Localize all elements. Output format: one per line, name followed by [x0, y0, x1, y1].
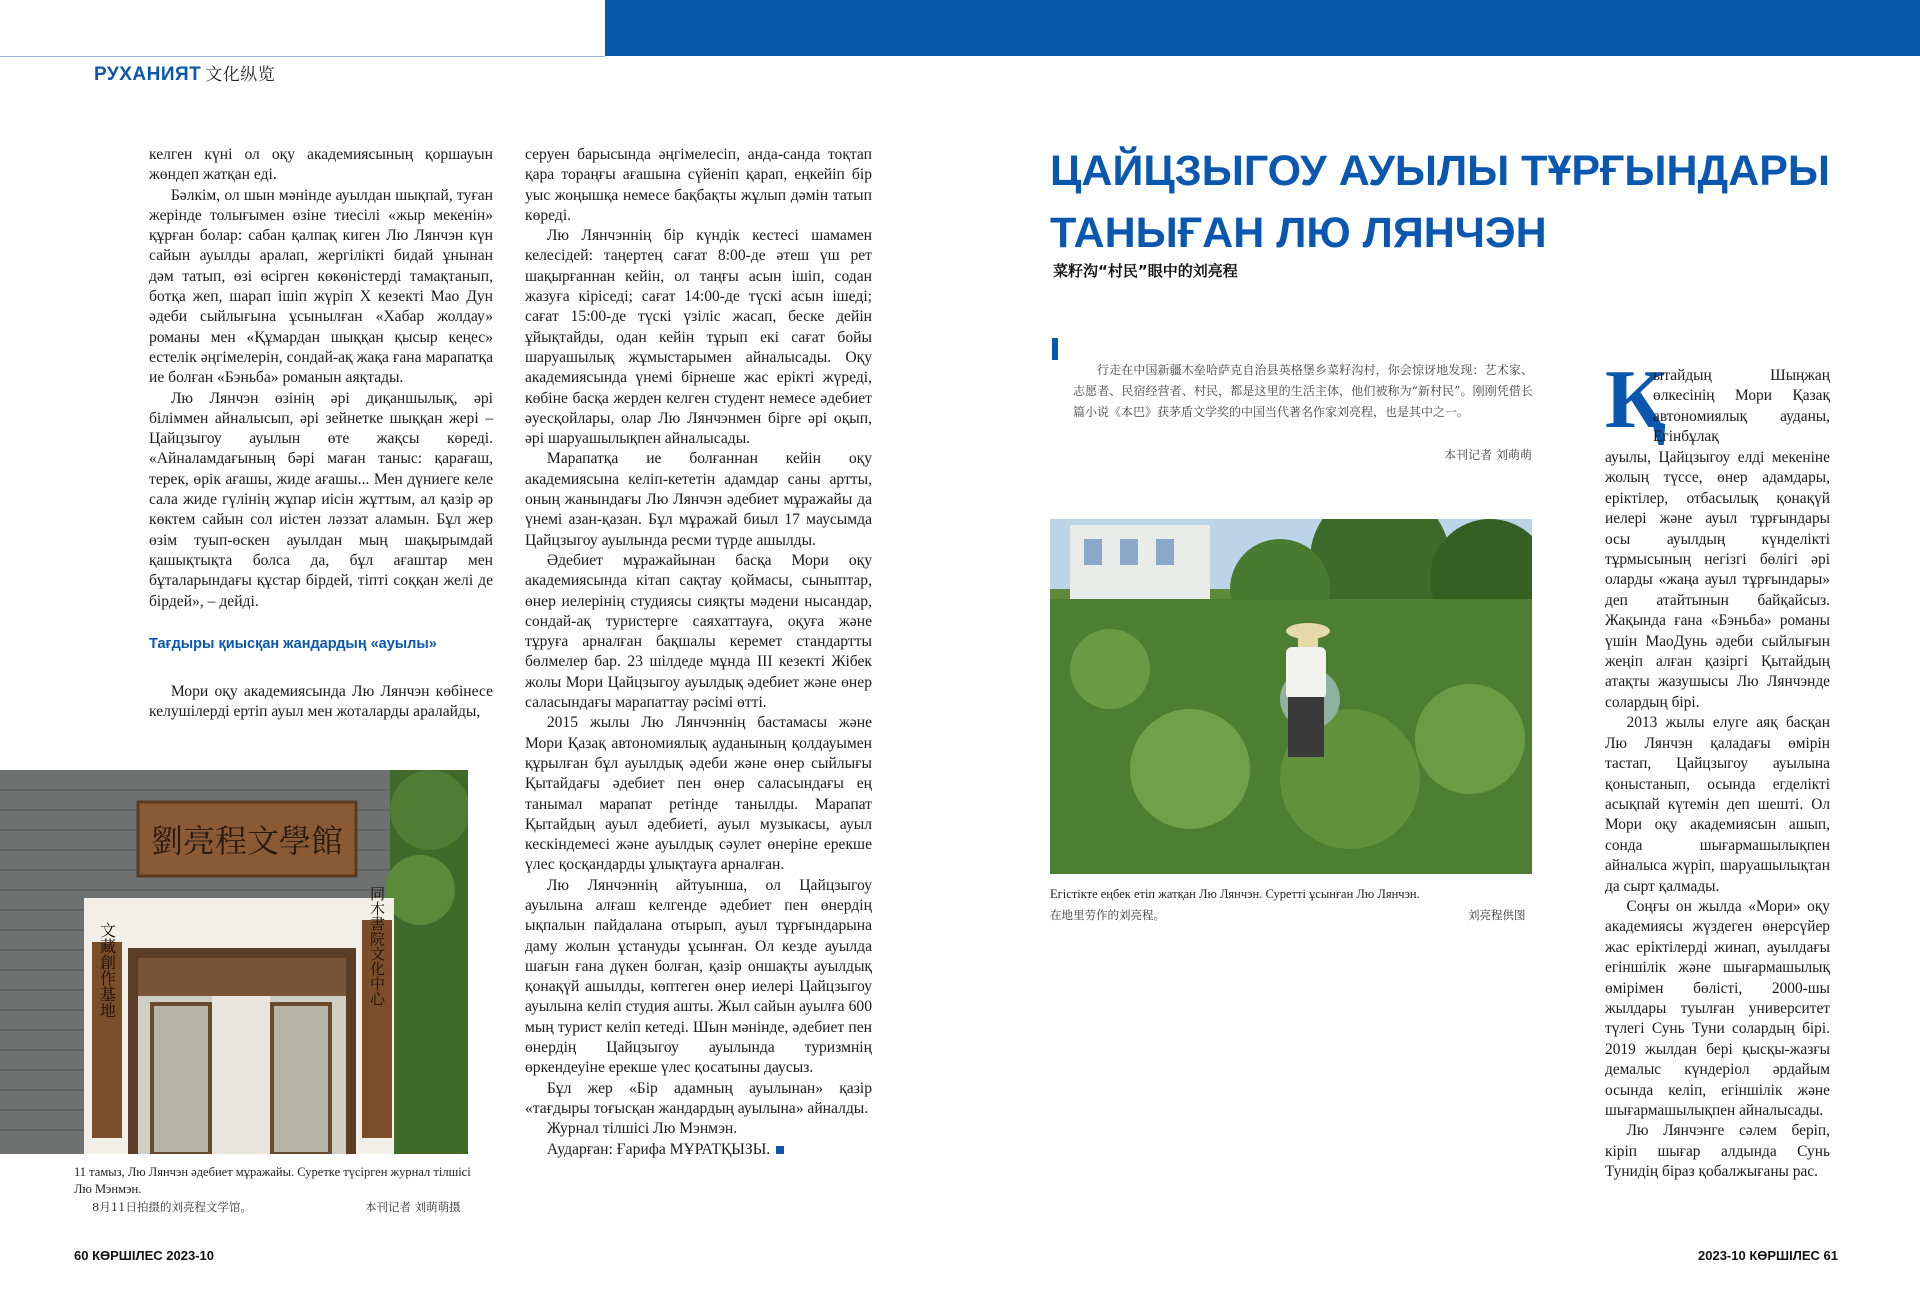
- paragraph: серуен барысында әңгімелесіп, анда-санда тоқтап қара тораңғы ағашына сүйеніп қарап, еңкейіп бір уыс жоңышқа немесе бақбақты жұлып дәмін татып көреді.: [525, 146, 872, 224]
- left-plaque-text: 文藏創作基地: [97, 922, 117, 1018]
- paragraph: Лю Лянчэнге сәлем беріп, кіріп шығар алдында Сунь Тунидің біраз қобалжығаны рас.: [1605, 1122, 1830, 1181]
- paragraph: 2013 жылы елуге аяқ басқан Лю Лянчэн қаладағы өмірін тастап, Цайцзыгоу ауылына қоныстанып, осында егделікті асықпай күтемін деп шешті. Ол Мори оқу академиясын ашып, сонда шығармашылықпен айналыса жүріп, шаруашылықтан да сырт қалмады.: [1605, 714, 1830, 895]
- article-subtitle: 菜籽沟“村民”眼中的刘亮程: [1053, 262, 1238, 280]
- intro-marker: [1052, 338, 1058, 360]
- right-column: [1605, 448, 1830, 1183]
- garden-photo-caption: Егістікте еңбек етіп жатқан Лю Лянчэн. Суретті ұсынған Лю Лянчэн.: [1050, 887, 1420, 901]
- header-rule: [0, 56, 605, 57]
- paragraph: Әдебиет мұражайынан басқа Мори оқу академиясында кітап сақтау қоймасы, сыныптар, өнер иелерінің студиясы сияқты мәдени нысандар, сондай-ақ туристерге саяхаттауға, оқуға және тұруға арналған бақшалы керемет стандартты бөлмелер бар. 23 шілдеде мұнда III кезекті Жібек жолы Мори Цайцзыгоу ауылдық әдебиет және өнер саласындағы марапаттау рәсімі өтті.: [525, 551, 872, 712]
- page-footer-left: 60 КӨРШІЛЕС 2023-10: [74, 1248, 214, 1263]
- paragraph: Мори оқу академиясында Лю Лянчэн көбінесе келушілерді ертіп ауыл мен жоталарды аралайды,: [149, 683, 493, 721]
- credit-translator: [525, 1140, 872, 1160]
- right-plaque-text: 同木書院文化中心: [368, 886, 386, 1006]
- right-column-lead: [1653, 366, 1830, 448]
- paragraph: Лю Лянчэн өзінің әрі диқаншылық, әрі біліммен айналысып, әрі зейнетке шыққан жері – Цайцзыгоу ауылын өте жақсы көреді. «Айналамдағының бәрі маған таныс: қарағаш, терек, өрік ағашы, жиде ағашы... Мен дүниеге келе сала жиде гүлінің жұпар иісін жұттым, ал қазір әр көктем сайын сол иістен ләззат аламын. Бұл жер өзім туып-өскен ауылдан мың шақырымдай қашықтықта болса да, бұл ағаштар мен бұталарындағы құстар бірдей, тіпті соққан желі де бірдей», – дейді.: [149, 389, 493, 610]
- section-label-kz: РУХАНИЯТ: [94, 64, 202, 85]
- paragraph: Соңғы он жылда «Мори» оқу академиясы жүздеген өнерсүйер жас еріктілерді жинап, ауылдағы егіншілік және шығармашылық өмірімен бөлісті, 2000-шы жылдары туылған университет түлегі Сунь Туни солардың бірі. 2019 жылдан бері қысқы-жазғы демалыс күндеріол әрдайым осында келіп, егіншілік және шығармашылықпен айналысады.: [1605, 897, 1830, 1119]
- paragraph: Марапатқа ие болғаннан кейін оқу академиясына келіп-кететін адамдар саны артты, оның жанындағы Лю Лянчэн әдебиет мұражайы да үнемі азан-қазан. Бұл мұражай биыл 17 маусымда Цайцзыгоу ауылында ресми түрде ашылды.: [525, 450, 872, 549]
- garden-photo-credit: 刘亮程供图: [1468, 908, 1526, 922]
- museum-sign-text: 劉亮程文學館: [150, 822, 344, 860]
- paragraph: Лю Лянчэннің бір күндік кестесі шамамен келесідей: таңертең сағат 8:00-де әтеш үш рет шақырғаннан кейін, ол таңғы асын ішіп, содан жазуға кіріседі; сағат 14:00-де түскі асын ішеді; сағат 15:00-де түскі үзіліс жасап, беске дейін ұйықтайды, одан кейін тұрып екі сағат бойы шаруашылық жұмыстарымен айналысады. Оқу академиясында үнемі бірнеше жас ерікті жүреді, көбіне басқа жерден келген студент немесе әдебиет әуесқойлары, олар Лю Лянчэнмен бірге әрі оқып, әрі шаруашылықпен айналысады.: [525, 227, 872, 448]
- museum-photo-credit: 本刊记者 刘萌萌摄: [365, 1200, 461, 1214]
- museum-photo-caption: 11 тамыз, Лю Лянчэн әдебиет мұражайы. Суретке түсірген журнал тілшісі Лю Мэнмэн.: [74, 1165, 471, 1196]
- end-mark: [776, 1146, 784, 1154]
- paragraph: Лю Лянчэннің айтуынша, ол Цайцзыгоу ауылына алғаш келгенде әдебиет пен өнердің ықпалын пайдалана отырып, ауыл тұрғындарына даму жолын ұстануды ұсынған. Ол кезде ауылда шағын ғана дүкен болған, қазір оншақты ауылдық қонақүй ашылды, көптеген өнер иелері Цайцзыгоу ауылына келіп студия ашты. Жыл сайын ауылға 600 мың турист келіп кетеді. Шын мәнінде, әдебиет пен өнердің Цайцзыгоу ауылында туризмнің өркендеуіне ерекше үлес қосатыны даусыз.: [525, 876, 872, 1077]
- lead-text: ытайдың Шыңжаң өлкесінің Мори Қазақ автономиялық ауданы, Егінбұлақ: [1653, 367, 1830, 446]
- paragraph: 2015 жылы Лю Лянчэннің бастамасы және Мори Қазақ автономиялық ауданының қолдауымен құрылған бұл ауылдық әдеби және өнер сыйлығы Қытайдағы әдебиет пен өнер саласындағы ең танымал марапат ретінде танылды. Марапат Қытайдың ауыл әдебиеті, ауыл музыкасы, ауыл кескіндемесі және ауылдық сәулет өнеріне ерекше үлес қосқандарды ұлықтауға арналған.: [525, 714, 872, 874]
- paragraph: Бұл жер «Бір адамның ауылынан» қазір «тағдыры тоғысқан жандардың ауылына» айналды.: [525, 1079, 872, 1117]
- credit-translator-text: Аударған: Ғарифа МҰРАТҚЫЗЫ.: [546, 1140, 771, 1158]
- paragraph: ауылы, Цайцзыгоу елді мекеніне жолың түссе, өнер адамдары, еріктілер, отбасылық қонақүй иелері және ауыл тұрғындары осы ауылдың күнделікті тұрмысының негізгі бөлігі әрі оларды «жаңа ауыл тұрғындары» деп атайтынын байқайсыз. Жақында ғана «Бэньба» романы үшін МаоДунь әдеби сыйлығын жеңіп алған қазіргі Қытайдың атақты жазушысы Лю Лянчэнде солардың бірі.: [1605, 449, 1830, 711]
- museum-photo-caption-cn: 8月11日拍摄的刘亮程文学馆。: [92, 1200, 252, 1214]
- garden-photo: [1050, 519, 1532, 874]
- paragraph: Бәлкім, ол шын мәнінде ауылдан шықпай, туған жерінде толығымен өзіне тиесілі «жыр мекенін» құрған болар: сабан қалпақ киген Лю Лянчэн күн сайын ауылды аралап, жергілікті бидай ұнынан дәм татып, өзі өсірген көкөністерді тамақтанып, ботқа жеп, шарап ішіп жүріп X кезекті Мао Дун әдеби сыйлығына ұсынылған «Хабар жолдау» романы мен «Құмардан шыққан қысыр кеңес» естелік әңгімелерін, сондай-ақ жақа ғана марапатқа ие болған «Бэньба» романын аяқтады.: [149, 186, 493, 387]
- left-column-2: [525, 145, 872, 1160]
- section-label: [94, 60, 275, 86]
- left-column-1-top: [149, 145, 493, 723]
- page-footer-right: 2023-10 КӨРШІЛЕС 61: [1698, 1248, 1838, 1263]
- header-blue-bar: [605, 0, 1920, 56]
- drop-cap: Қ: [1605, 353, 1666, 446]
- paragraph: келген күні ол оқу академиясының қоршауын жөндеп жатқан еді.: [149, 146, 493, 184]
- intro-text: 行走在中国新疆木垒哈萨克自治县英格堡乡菜籽沟村，你会惊讶地发现：艺术家、志愿者、民宿经营者、村民，都是这里的生活主体，他们被称为“新村民”。刚刚凭借长篇小说《本巴》获茅盾文学奖的中国当代著名作家刘亮程，也是其中之一。: [1073, 363, 1533, 419]
- intro-author: 本刊记者 刘萌萌: [1444, 448, 1532, 462]
- credit-reporter: Журнал тілшісі Лю Мэнмэн.: [546, 1120, 738, 1138]
- subheading: Тағдыры қиысқан жандардың «ауылы»: [149, 635, 437, 652]
- museum-photo: [0, 770, 468, 1154]
- article-title: ЦАЙЦЗЫГОУ АУЫЛЫ ТҰРҒЫНДАРЫ ТАНЫҒАН ЛЮ ЛЯНЧЭН: [1050, 147, 1831, 257]
- section-label-cn: 文化纵览: [205, 65, 276, 84]
- garden-photo-caption-cn: 在地里劳作的刘亮程。: [1050, 908, 1165, 922]
